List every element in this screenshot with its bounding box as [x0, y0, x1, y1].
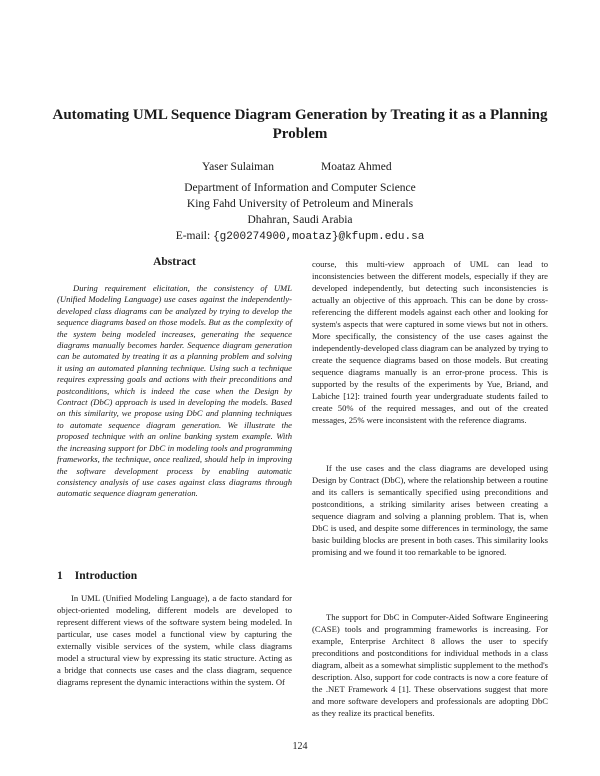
intro-paragraph: In UML (Unified Modeling Language), a de facto standard for object-oriented modeling, different models are developed to represent different views of the software system being modeled. In particular, use cases model a functional view by capturing the externally visible services of the system, while class diagrams model a structural view by expressing its static structure. Acting as a bridge that connects use cases and the class diagram, sequence diagrams represent the dynamic interactions within the system. Of [57, 593, 292, 687]
author-name: Moataz Ahmed [321, 161, 392, 173]
email-label: E-mail: [175, 230, 211, 242]
body-paragraph: course, this multi-view approach of UML can lead to inconsistencies between the different models, especially if they are developed independently, but detecting such inconsistencies is actually an objective of this approach. This can be done by cross-referencing the different models against each other and looking for system's aspects that were captured in some views but not in others. More specifically, the consistency of the use cases against the independently-developed class diagram can be analyzed by trying to create the sequence diagrams based on those models. But creating sequence diagrams manually is an error-prone process. This is supported by the results of the experiments by Yue, Briand, and Labiche [12]: trained fourth year undergraduate students failed to create 50% of the required messages, and out of the created messages, 25% were inconsistent with the reference diagrams. [312, 259, 548, 425]
author-name: Yaser Sulaiman [202, 161, 274, 173]
email-address: {g200274900,moataz}@kfupm.edu.sa [213, 231, 425, 243]
body-paragraph: The support for DbC in Computer-Aided Software Engineering (CASE) tools and programming frameworks is increasing. For example, Enterprise Architect 8 allows the user to specify preconditions and postconditions for individual methods in a class diagram, albeit as a somewhat simplistic supplement to the method's description. Also, support for code contracts is now a core feature of the .NET Framework 4 [1]. These observations suggest that more and more software developers and professionals are adopting DbC as they realize its practical benefits. [312, 612, 548, 718]
section-number: 1 [57, 570, 63, 582]
abstract-heading: Abstract [153, 256, 196, 268]
email-line [100, 228, 500, 245]
intro-heading [57, 570, 137, 582]
page-number: 124 [292, 741, 308, 752]
body-paragraph: If the use cases and the class diagrams are developed using Design by Contract (DbC), where the relationship between a routine and its callers is semantically specified using preconditions and postconditions, a striking similarity arises between creating a sequence diagram and solving a planning problem. That is, when DbC is used, and despite some differences in terminology, the same basic building blocks are present in both cases. This similarity looks promising and we found it too remarkable to be ignored. [312, 463, 548, 557]
affiliation-block [100, 180, 500, 245]
abstract-text: During requirement elicitation, the consistency of UML (Unified Modeling Language) use cases against the independently-developed class diagrams can be analyzed by trying to develop the sequence diagrams based on those models. But as the complexity of the system being modeled increases, generating the sequence diagrams manually becomes harder. Sequence diagram generation can be automated by treating it as a planning problem and solving it using an automated planning technique. Using such a technique requires expressing goals and actions with their preconditions and postconditions, which is indeed the case when the Design by Contract (DbC) approach is used in developing the models. Based on this similarity, we propose using DbC and planning techniques to automate sequence diagram generation. We illustrate the proposed technique with an online banking system example. With the increasing support for DbC in modeling tools and programming frameworks, the technique, once realized, should help in improving the software development process by enabling automatic consistency analysis of use cases against class diagrams through automatic sequence diagram generation. [57, 283, 292, 499]
department: Department of Information and Computer Science [184, 182, 416, 194]
section-title: Introduction [74, 570, 138, 582]
location: Dhahran, Saudi Arabia [247, 214, 353, 226]
paper-title: Automating UML Sequence Diagram Generation by Treating it as a Planning Problem [52, 107, 548, 142]
university: King Fahd University of Petroleum and Minerals [186, 198, 414, 210]
